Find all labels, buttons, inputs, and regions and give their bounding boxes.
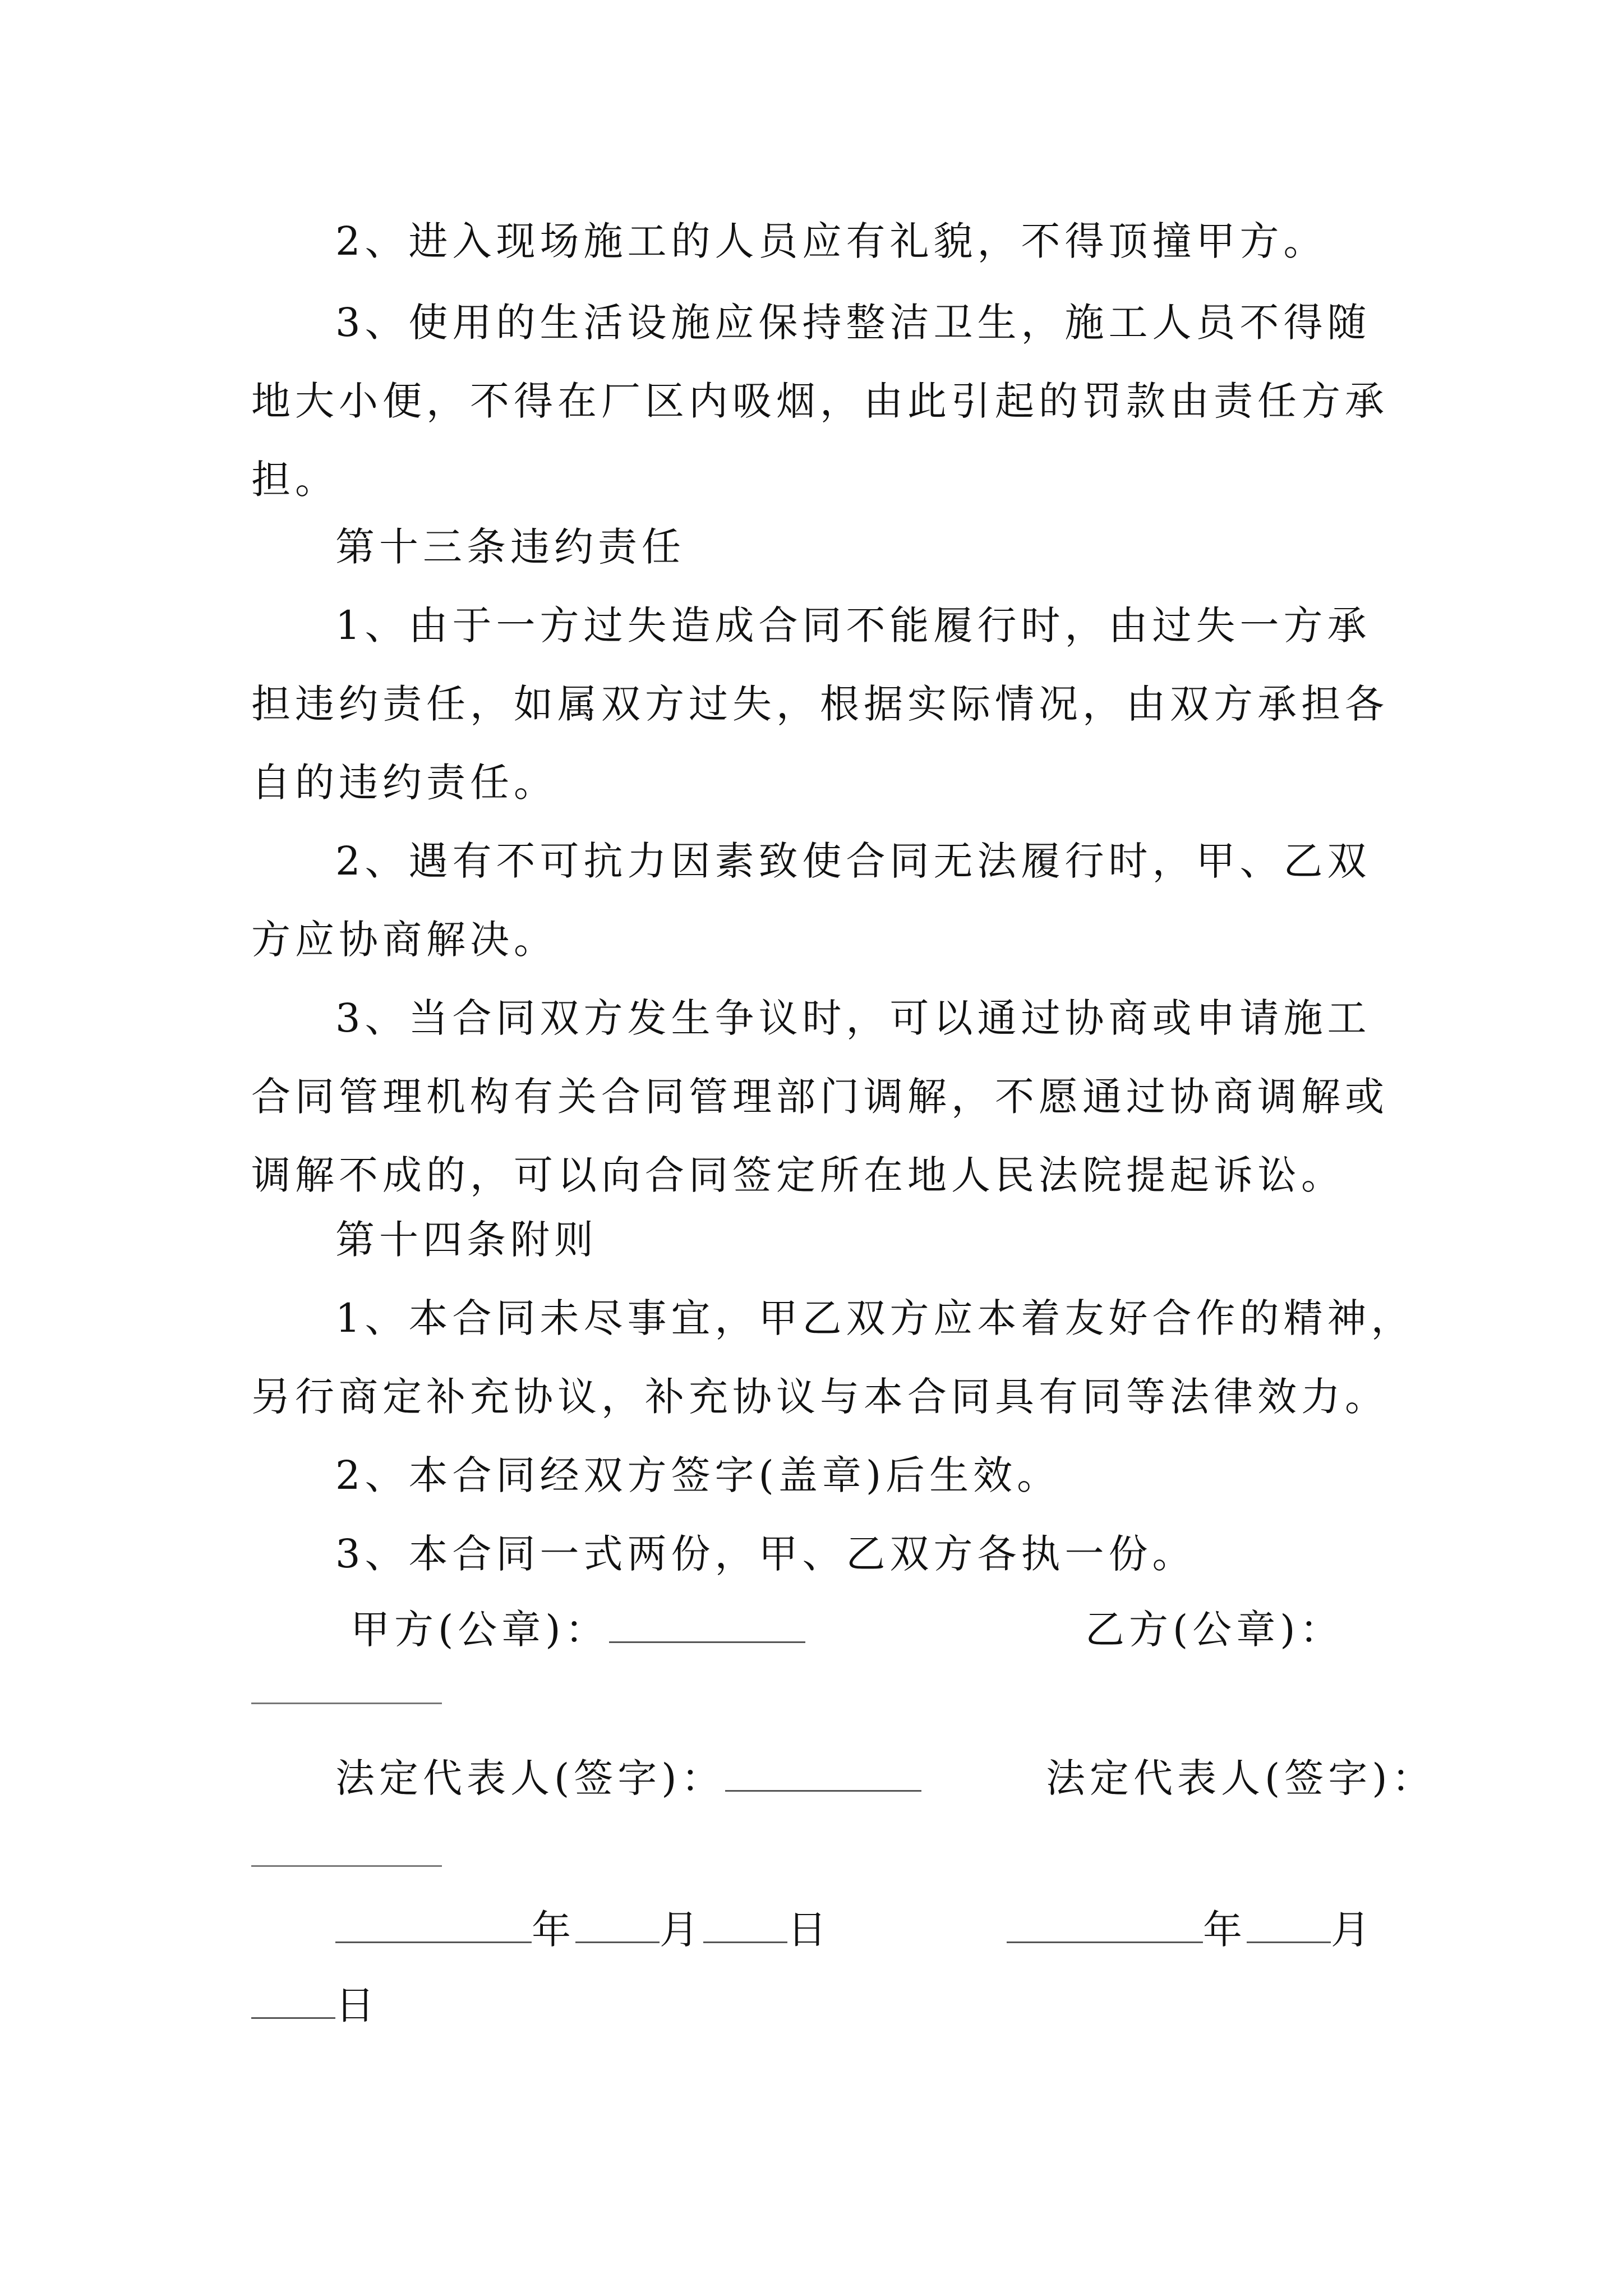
- date-b-year-blank[interactable]: [1007, 1909, 1203, 1943]
- clause-12-3-line1: 3、使用的生活设施应保持整洁卫生，施工人员不得随: [335, 300, 1371, 346]
- article-14-title: 第十四条附则: [335, 1217, 598, 1263]
- date-a-month-blank[interactable]: [575, 1909, 660, 1943]
- date-a-month-label: 月: [660, 1907, 703, 1953]
- date-b-month-blank[interactable]: [1247, 1909, 1331, 1943]
- rep-b-row: [1046, 1756, 1436, 1801]
- date-b-month-label: 月: [1331, 1907, 1375, 1953]
- clause-12-2: 2、进入现场施工的人员应有礼貌，不得顶撞甲方。: [335, 218, 1327, 264]
- date-a-day-blank[interactable]: [703, 1909, 787, 1943]
- date-a-year-blank[interactable]: [335, 1909, 532, 1943]
- party-a-seal-label: 甲方(公章)：: [351, 1607, 609, 1653]
- clause-13-3-line3: 调解不成的，可以向合同签定所在地人民法院提起诉讼。: [251, 1152, 1345, 1198]
- date-b-day-label: 日: [335, 1982, 379, 2028]
- party-b-seal-row: [1085, 1607, 1344, 1652]
- clause-14-1-line1: 1、本合同未尽事宜，甲乙双方应本着友好合作的精神，: [335, 1295, 1415, 1341]
- clause-13-2-line1: 2、遇有不可抗力因素致使合同无法履行时，甲、乙双: [335, 838, 1371, 884]
- clause-13-1-line1: 1、由于一方过失造成合同不能履行时，由过失一方承: [335, 602, 1371, 648]
- rep-b-blank[interactable]: [251, 1865, 442, 1867]
- date-a-year-label: 年: [532, 1907, 575, 1953]
- clause-12-3-line3: 担。: [251, 457, 339, 503]
- clause-14-2: 2、本合同经双方签字(盖章)后生效。: [335, 1452, 1061, 1498]
- party-a-seal-blank[interactable]: [609, 1609, 805, 1643]
- rep-a-blank[interactable]: [725, 1757, 921, 1792]
- party-b-seal-blank[interactable]: [251, 1703, 442, 1704]
- date-a-day-label: 日: [787, 1907, 831, 1953]
- date-b-year-label: 年: [1203, 1907, 1247, 1953]
- rep-a-row: [335, 1756, 921, 1801]
- date-a-row: [335, 1907, 831, 1952]
- article-13-title: 第十三条违约责任: [335, 524, 685, 570]
- party-a-seal-row: [351, 1607, 805, 1652]
- clause-14-1-line2: 另行商定补充协议，补充协议与本合同具有同等法律效力。: [251, 1374, 1389, 1420]
- rep-b-label: 法定代表人(签字)：: [1046, 1755, 1436, 1801]
- clause-13-3-line1: 3、当合同双方发生争议时，可以通过协商或申请施工: [335, 995, 1371, 1041]
- clause-12-3-line2: 地大小便，不得在厂区内吸烟，由此引起的罚款由责任方承: [251, 378, 1389, 424]
- clause-13-2-line2: 方应协商解决。: [251, 917, 557, 963]
- clause-13-3-line2: 合同管理机构有关合同管理部门调解，不愿通过协商调解或: [251, 1074, 1389, 1120]
- clause-13-1-line2: 担违约责任，如属双方过失，根据实际情况，由双方承担各: [251, 681, 1389, 727]
- clause-14-3: 3、本合同一式两份，甲、乙双方各执一份。: [335, 1531, 1196, 1577]
- rep-a-label: 法定代表人(签字)：: [335, 1755, 725, 1801]
- date-b-day-row: [251, 1983, 379, 2028]
- party-b-seal-label: 乙方(公章)：: [1085, 1607, 1344, 1653]
- clause-13-1-line3: 自的违约责任。: [251, 760, 557, 806]
- date-b-row: [1007, 1907, 1375, 1952]
- date-b-day-blank[interactable]: [251, 1985, 335, 2019]
